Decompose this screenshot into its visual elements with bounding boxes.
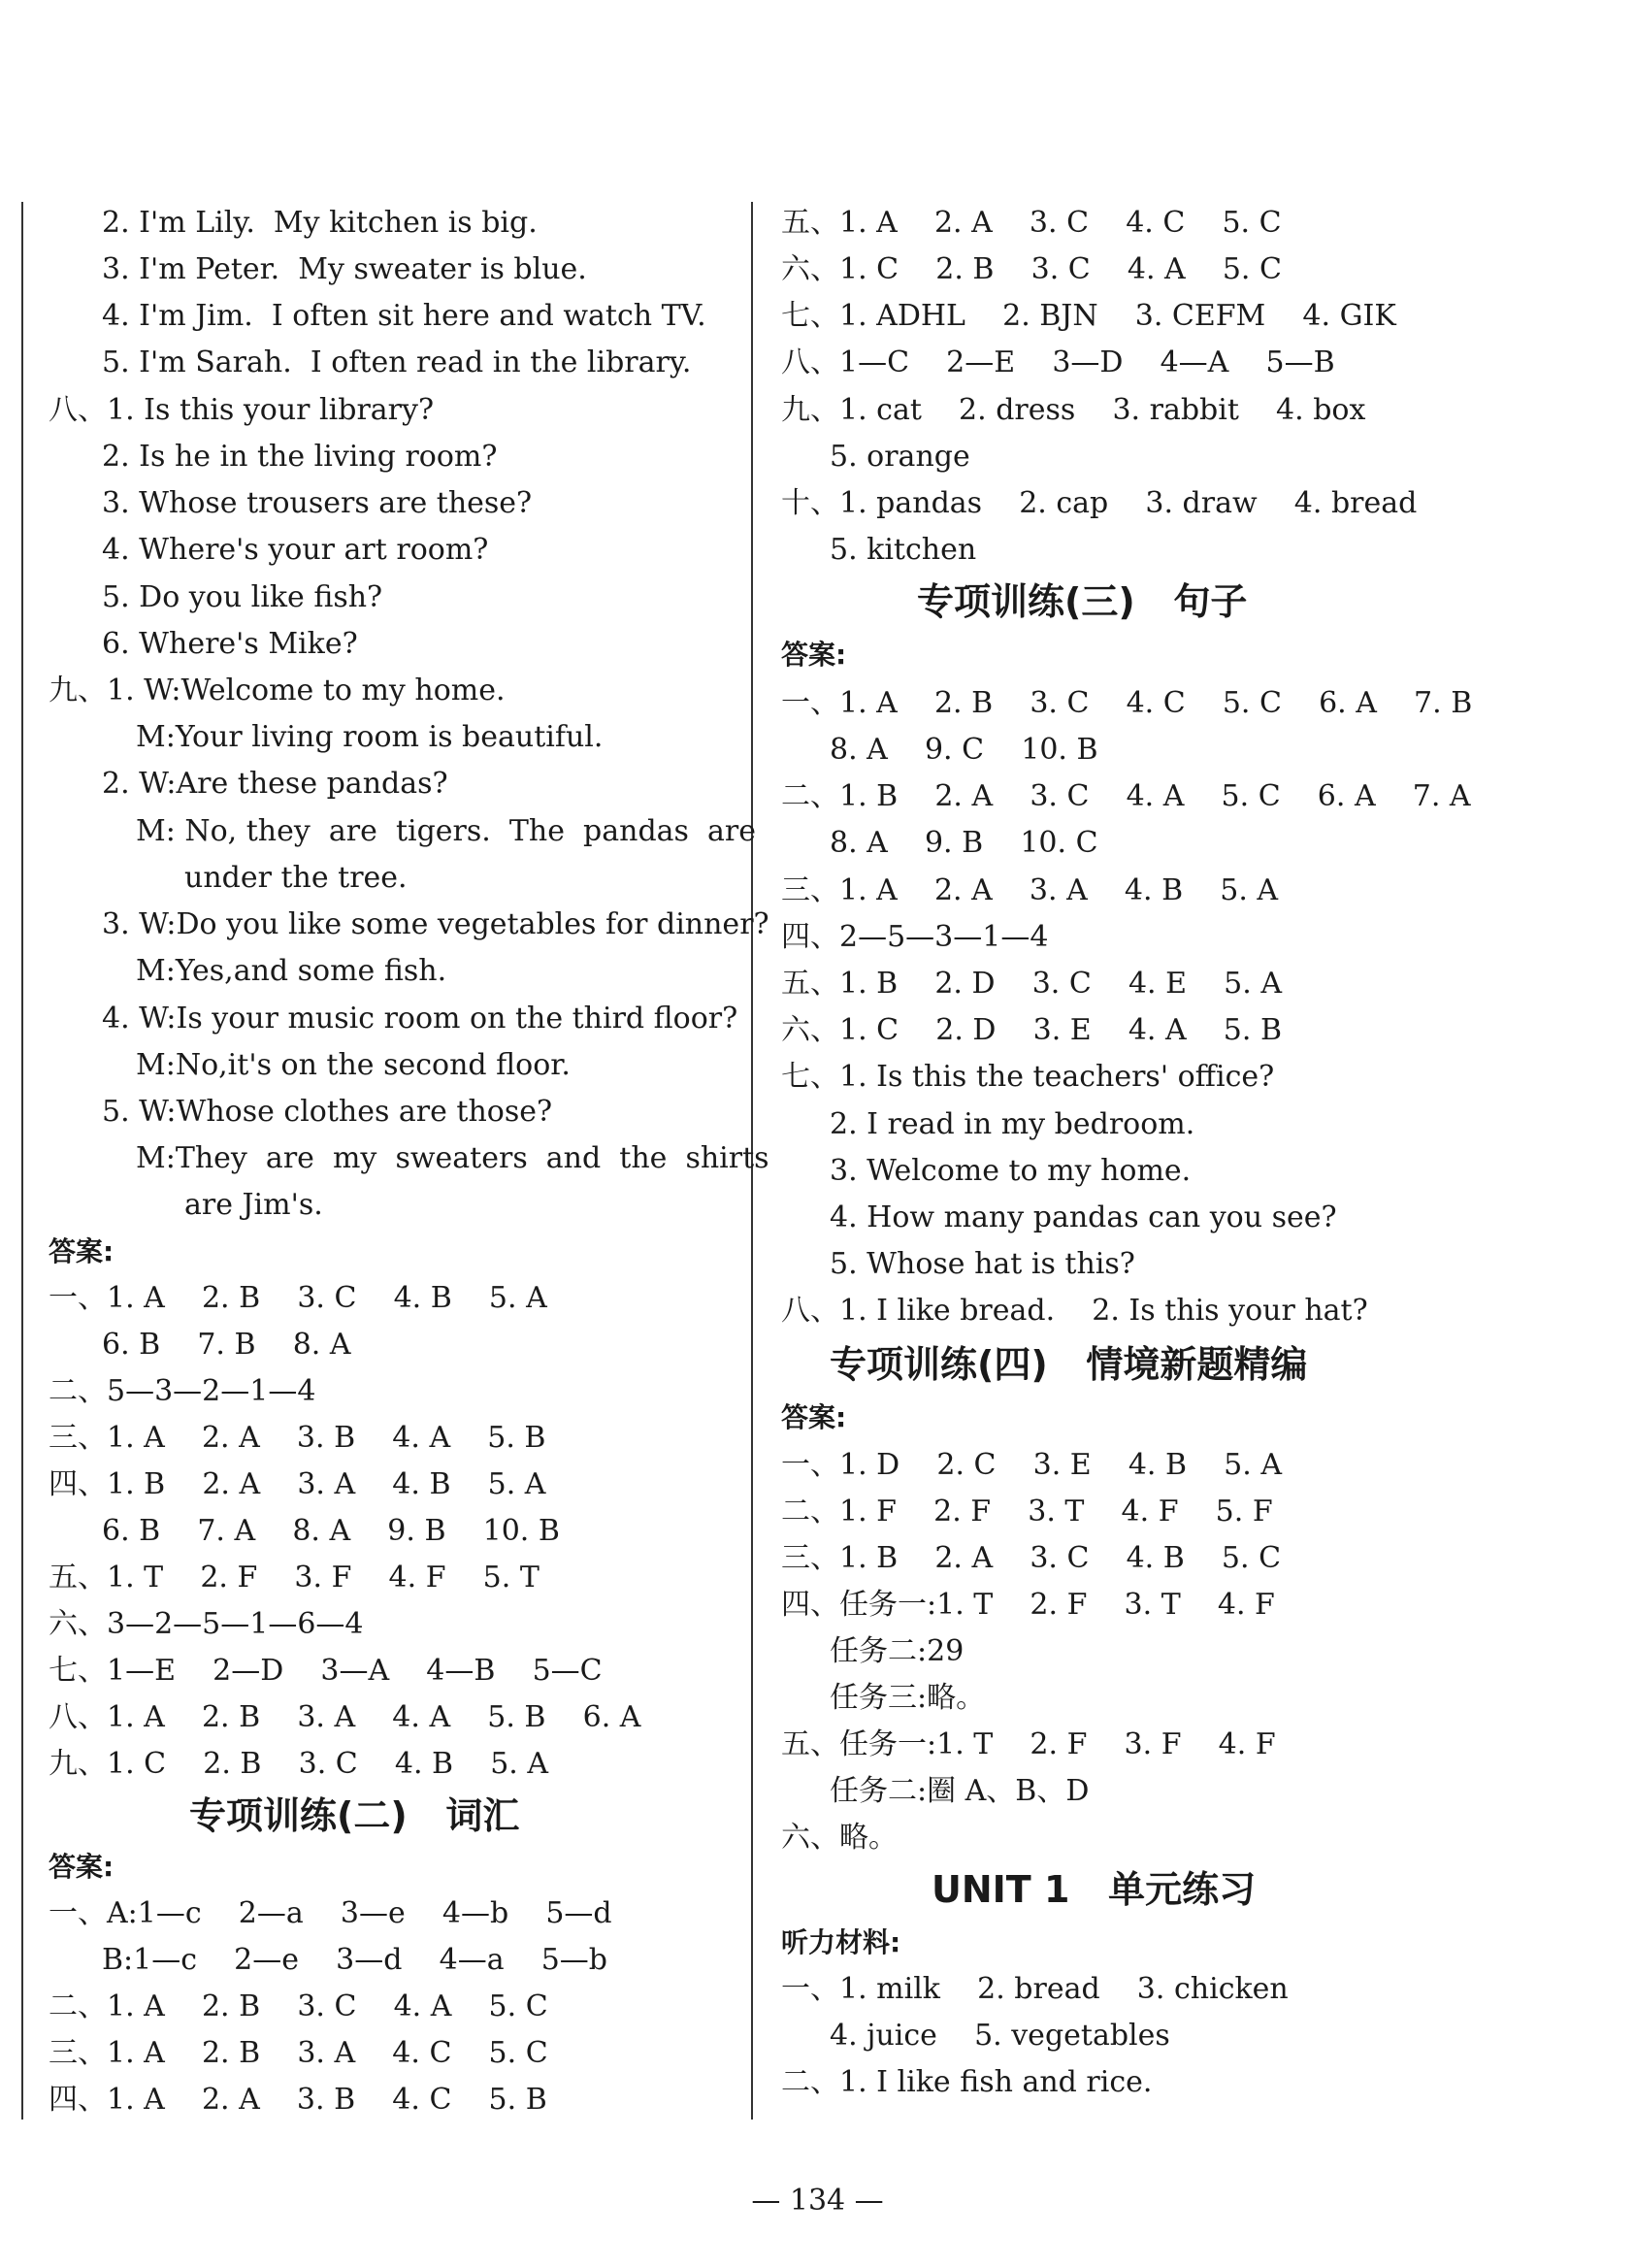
text-line: M:No,it's on the second floor. [136, 1048, 571, 1082]
text-line: 四、2—5—3—1—4 [781, 920, 1049, 954]
section-title: 专项训练(二) 词汇 [189, 1794, 520, 1837]
text-line: 十、1. pandas 2. cap 3. draw 4. bread [781, 486, 1418, 520]
text-line: 2. W:Are these pandas? [102, 767, 448, 801]
text-line: 三、1. A 2. A 3. A 4. B 5. A [781, 873, 1279, 907]
section-title: 专项训练(四) 情境新题精编 [830, 1343, 1308, 1386]
text-line: 一、1. milk 2. bread 3. chicken [781, 1972, 1289, 2006]
text-line: 5. orange [830, 440, 970, 474]
text-line: 七、1. ADHL 2. BJN 3. CEFM 4. GIK [781, 299, 1396, 333]
text-line: 二、1. F 2. F 3. T 4. F 5. F [781, 1495, 1273, 1528]
text-line: 3. Welcome to my home. [830, 1154, 1192, 1188]
text-line: 3. Whose trousers are these? [102, 486, 533, 520]
text-line: 4. I'm Jim. I often sit here and watch TV. [102, 299, 706, 333]
text-line: 任务二:29 [830, 1634, 965, 1668]
text-line: 三、1. A 2. A 3. B 4. A 5. B [49, 1421, 546, 1455]
text-line: 4. Where's your art room? [102, 533, 489, 567]
section-title: UNIT 1 单元练习 [932, 1868, 1257, 1911]
listening-label: 听力材料: [781, 1926, 901, 1958]
answers-label: 答案: [49, 1851, 114, 1883]
text-line: 二、1. A 2. B 3. C 4. A 5. C [49, 1989, 548, 2023]
text-line: 8. A 9. B 10. C [830, 826, 1098, 860]
text-line: 2. Is he in the living room? [102, 440, 498, 474]
text-line: 六、1. C 2. D 3. E 4. A 5. B [781, 1013, 1282, 1047]
text-line: 八、1—C 2—E 3—D 4—A 5—B [781, 345, 1335, 379]
text-line: 二、5—3—2—1—4 [49, 1374, 316, 1408]
text-line: 三、1. B 2. A 3. C 4. B 5. C [781, 1541, 1282, 1575]
text-line: 4. W:Is your music room on the third floor? [102, 1002, 738, 1035]
text-line: 任务二:圈 A、B、D [830, 1774, 1090, 1808]
text-line: 一、1. A 2. B 3. C 4. C 5. C 6. A 7. B [781, 686, 1473, 720]
left-margin-rule [21, 202, 23, 2120]
text-line: 6. Where's Mike? [102, 627, 358, 661]
text-line: 6. B 7. B 8. A [102, 1328, 351, 1362]
text-line: 5. kitchen [830, 533, 977, 567]
text-line: 5. Whose hat is this? [830, 1247, 1135, 1281]
text-line: 七、1. Is this the teachers' office? [781, 1060, 1275, 1094]
text-line: 五、1. T 2. F 3. F 4. F 5. T [49, 1561, 540, 1594]
text-line: 3. W:Do you like some vegetables for dinner? [102, 907, 769, 941]
text-line: 5. W:Whose clothes are those? [102, 1095, 553, 1129]
text-line: 一、A:1—c 2—a 3—e 4—b 5—d [49, 1896, 612, 1930]
text-line: B:1—c 2—e 3—d 4—a 5—b [102, 1943, 608, 1977]
text-line: 3. I'm Peter. My sweater is blue. [102, 252, 587, 286]
page-number: — 134 — [751, 2184, 884, 2218]
text-line: M:Yes,and some fish. [136, 954, 447, 988]
text-line: 三、1. A 2. B 3. A 4. C 5. C [49, 2036, 548, 2070]
text-line: 七、1—E 2—D 3—A 4—B 5—C [49, 1654, 603, 1688]
text-line: 八、1. I like bread. 2. Is this your hat? [781, 1294, 1368, 1328]
text-line: 五、1. B 2. D 3. C 4. E 5. A [781, 967, 1282, 1001]
text-line: 8. A 9. C 10. B [830, 733, 1098, 767]
answers-label: 答案: [49, 1235, 114, 1267]
text-line: 任务三:略。 [830, 1681, 986, 1715]
text-line: M:Your living room is beautiful. [136, 720, 604, 754]
answers-label: 答案: [781, 1401, 847, 1433]
text-line: 五、1. A 2. A 3. C 4. C 5. C [781, 206, 1282, 240]
text-line: 六、3—2—5—1—6—4 [49, 1607, 364, 1641]
text-line: 八、1. A 2. B 3. A 4. A 5. B 6. A [49, 1700, 641, 1734]
text-line: 四、任务一:1. T 2. F 3. T 4. F [781, 1588, 1275, 1622]
text-line: 一、1. A 2. B 3. C 4. B 5. A [49, 1281, 547, 1315]
text-line: 四、1. A 2. A 3. B 4. C 5. B [49, 2083, 547, 2117]
text-line: are Jim's. [184, 1188, 323, 1222]
text-line: M:They are my sweaters and the shirts [136, 1141, 769, 1175]
text-line: 五、任务一:1. T 2. F 3. F 4. F [781, 1727, 1276, 1761]
section-title: 专项训练(三) 句子 [917, 580, 1248, 623]
text-line: 5. Do you like fish? [102, 580, 383, 614]
text-line: 九、1. W:Welcome to my home. [49, 674, 506, 707]
text-line: 5. I'm Sarah. I often read in the library. [102, 345, 692, 379]
text-line: 2. I read in my bedroom. [830, 1107, 1195, 1141]
text-line: 4. How many pandas can you see? [830, 1200, 1337, 1234]
text-line: 六、1. C 2. B 3. C 4. A 5. C [781, 252, 1282, 286]
text-line: 六、略。 [781, 1821, 898, 1855]
text-line: 九、1. cat 2. dress 3. rabbit 4. box [781, 393, 1366, 427]
answers-label: 答案: [781, 639, 847, 671]
text-line: 九、1. C 2. B 3. C 4. B 5. A [49, 1747, 549, 1781]
text-line: 二、1. I like fish and rice. [781, 2065, 1153, 2099]
text-line: 四、1. B 2. A 3. A 4. B 5. A [49, 1467, 546, 1501]
text-line: M: No, they are tigers. The pandas are [136, 814, 757, 848]
text-line: 4. juice 5. vegetables [830, 2019, 1170, 2053]
text-line: 2. I'm Lily. My kitchen is big. [102, 206, 538, 240]
text-line: 八、1. Is this your library? [49, 393, 435, 427]
text-line: 6. B 7. A 8. A 9. B 10. B [102, 1514, 560, 1548]
text-line: 一、1. D 2. C 3. E 4. B 5. A [781, 1448, 1282, 1482]
text-line: 二、1. B 2. A 3. C 4. A 5. C 6. A 7. A [781, 779, 1471, 813]
text-line: under the tree. [184, 861, 408, 895]
